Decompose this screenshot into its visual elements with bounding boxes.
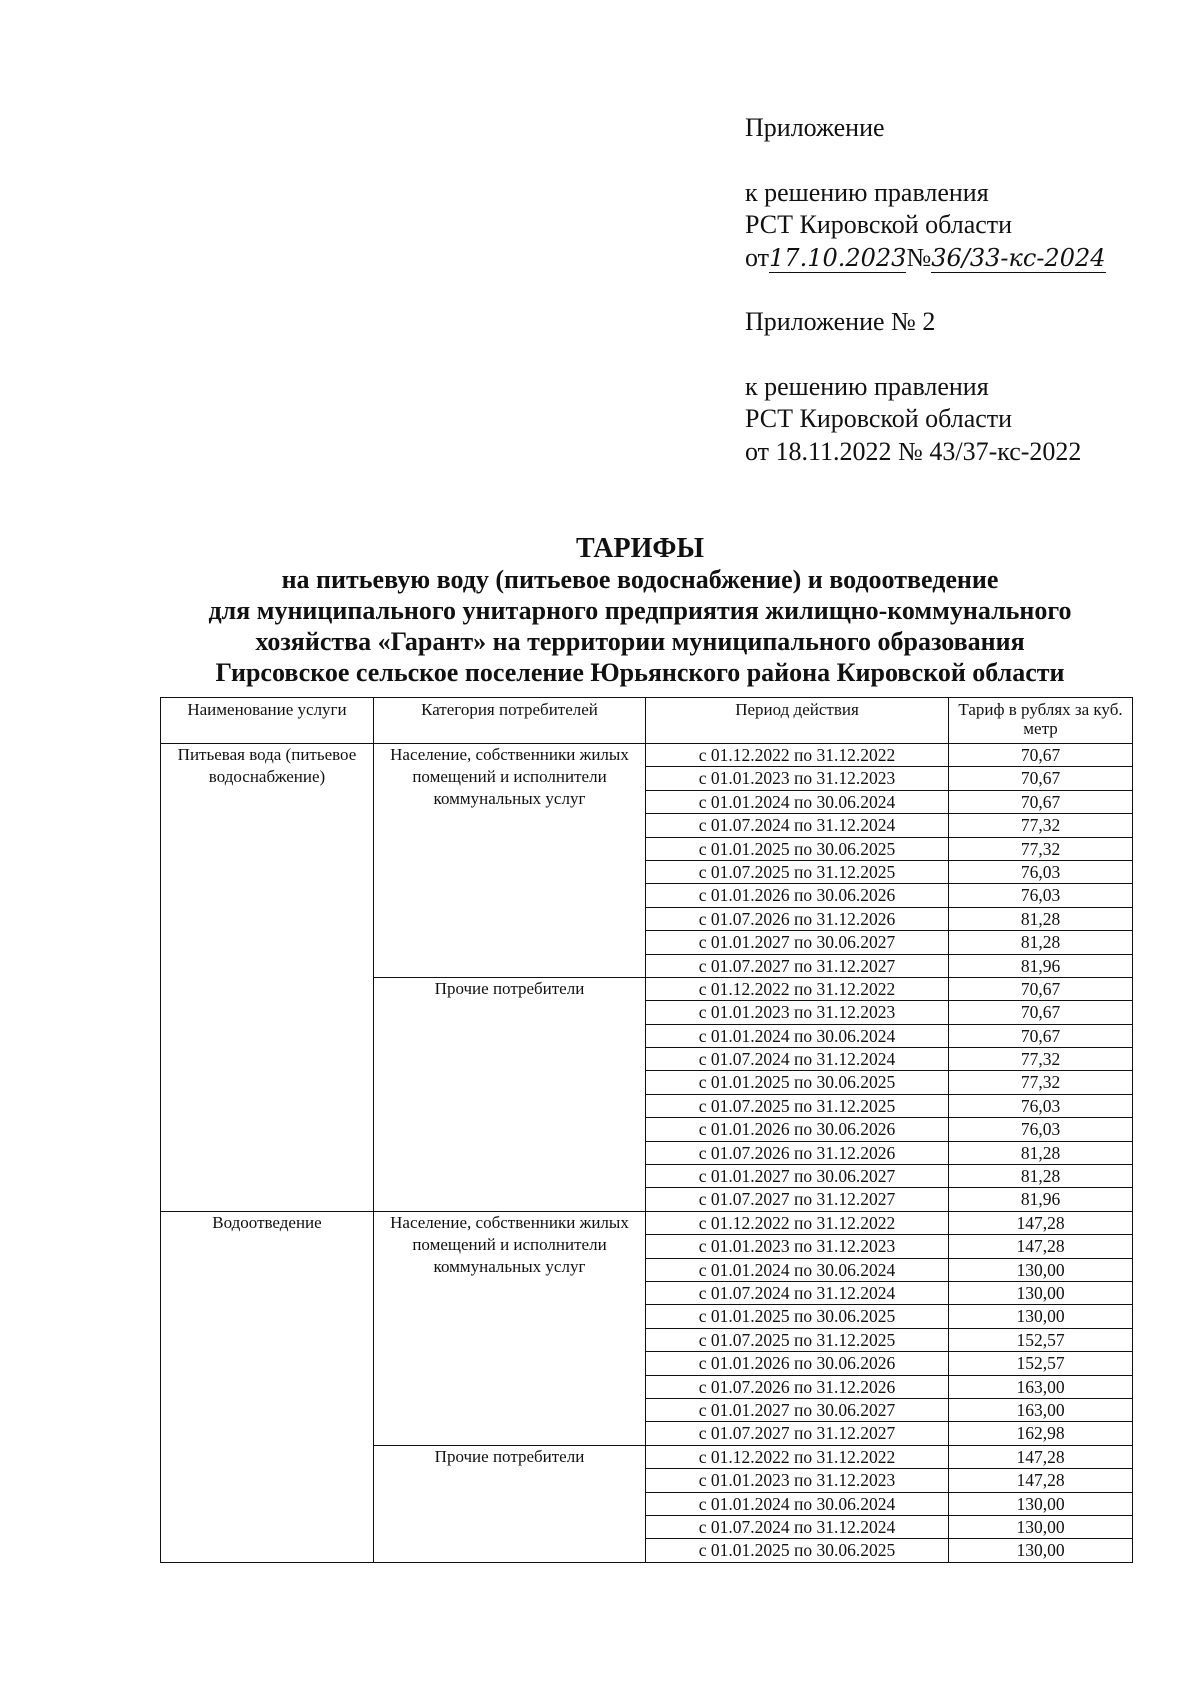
tariff-value-cell: 70,67 xyxy=(949,790,1133,813)
period-cell: с 01.01.2027 по 30.06.2027 xyxy=(646,931,949,954)
tariff-value-cell: 76,03 xyxy=(949,1094,1133,1117)
period-cell: с 01.01.2025 по 30.06.2025 xyxy=(646,1539,949,1562)
tariff-value-cell: 81,96 xyxy=(949,954,1133,977)
document-title xyxy=(150,533,1130,688)
handwritten-date: 17.10.2023 xyxy=(769,243,907,272)
tariff-value-cell: 130,00 xyxy=(949,1305,1133,1328)
category-cell: Население, собственники жилых помещений и исполнители коммунальных услуг xyxy=(374,744,646,978)
decision-ref xyxy=(745,242,1165,275)
tariff-value-cell: 76,03 xyxy=(949,1118,1133,1141)
to-decision-label: к решению правления xyxy=(745,177,989,207)
period-cell: с 01.01.2023 по 31.12.2023 xyxy=(646,1001,949,1024)
period-cell: с 01.01.2025 по 30.06.2025 xyxy=(646,1305,949,1328)
period-cell: с 01.01.2023 по 31.12.2023 xyxy=(646,767,949,790)
tariff-value-cell: 76,03 xyxy=(949,860,1133,883)
title-line-2: на питьевую воду (питьевое водоснабжение) и водоотведение xyxy=(281,565,999,594)
header-service: Наименование услуги xyxy=(161,698,374,744)
tariff-value-cell: 147,28 xyxy=(949,1469,1133,1492)
appendix2-label: Приложение № 2 xyxy=(745,307,936,336)
period-cell: с 01.01.2026 по 30.06.2026 xyxy=(646,1352,949,1375)
tariff-value-cell: 70,67 xyxy=(949,1001,1133,1024)
tariff-value-cell: 130,00 xyxy=(949,1492,1133,1515)
tariff-value-cell: 70,67 xyxy=(949,744,1133,767)
decision2-ref: от 18.11.2022 № 43/37-кс-2022 xyxy=(745,436,1082,466)
period-cell: с 01.07.2027 по 31.12.2027 xyxy=(646,1188,949,1211)
org2-label: РСТ Кировской области xyxy=(745,404,1013,433)
tariff-value-cell: 77,32 xyxy=(949,837,1133,860)
tariff-value-cell: 147,28 xyxy=(949,1445,1133,1468)
org-label: РСТ Кировской области xyxy=(745,210,1013,239)
tariff-value-cell: 76,03 xyxy=(949,884,1133,907)
period-cell: с 01.01.2027 по 30.06.2027 xyxy=(646,1165,949,1188)
tariff-value-cell: 163,00 xyxy=(949,1375,1133,1398)
period-cell: с 01.12.2022 по 31.12.2022 xyxy=(646,1445,949,1468)
title-line-5: Гирсовское сельское поселение Юрьянского района Кировской области xyxy=(215,658,1065,687)
period-cell: с 01.01.2026 по 30.06.2026 xyxy=(646,884,949,907)
header-category: Категория потребителей xyxy=(374,698,646,744)
tariff-value-cell: 77,32 xyxy=(949,1071,1133,1094)
period-cell: с 01.07.2024 по 31.12.2024 xyxy=(646,1515,949,1538)
header-period: Период действия xyxy=(646,698,949,744)
period-cell: с 01.07.2024 по 31.12.2024 xyxy=(646,814,949,837)
tariff-value-cell: 70,67 xyxy=(949,767,1133,790)
tariffs-table xyxy=(160,697,1133,1563)
appendix-header xyxy=(745,112,1165,468)
period-cell: с 01.07.2027 по 31.12.2027 xyxy=(646,1422,949,1445)
tariff-value-cell: 70,67 xyxy=(949,1024,1133,1047)
category-cell: Прочие потребители xyxy=(374,1445,646,1562)
tariff-value-cell: 81,28 xyxy=(949,1141,1133,1164)
period-cell: с 01.01.2023 по 31.12.2023 xyxy=(646,1469,949,1492)
period-cell: с 01.12.2022 по 31.12.2022 xyxy=(646,1211,949,1234)
period-cell: с 01.01.2024 по 30.06.2024 xyxy=(646,1024,949,1047)
tariff-value-cell: 77,32 xyxy=(949,1048,1133,1071)
tariffs-body xyxy=(161,744,1133,1563)
period-cell: с 01.07.2024 по 31.12.2024 xyxy=(646,1048,949,1071)
title-line-1: ТАРИФЫ xyxy=(576,533,704,564)
category-cell: Население, собственники жилых помещений и исполнители коммунальных услуг xyxy=(374,1211,646,1445)
period-cell: с 01.07.2025 по 31.12.2025 xyxy=(646,1094,949,1117)
tariff-value-cell: 130,00 xyxy=(949,1515,1133,1538)
table-header-row xyxy=(161,698,1133,744)
appendix-label: Приложение xyxy=(745,113,885,142)
to-decision2-label: к решению правления xyxy=(745,371,989,401)
tariff-value-cell: 81,28 xyxy=(949,907,1133,930)
tariff-value-cell: 147,28 xyxy=(949,1235,1133,1258)
period-cell: с 01.01.2024 по 30.06.2024 xyxy=(646,1258,949,1281)
tariff-value-cell: 130,00 xyxy=(949,1539,1133,1562)
tariff-value-cell: 130,00 xyxy=(949,1281,1133,1304)
period-cell: с 01.07.2026 по 31.12.2026 xyxy=(646,907,949,930)
tariff-value-cell: 81,96 xyxy=(949,1188,1133,1211)
service-name-cell: Водоотведение xyxy=(161,1211,374,1562)
period-cell: с 01.12.2022 по 31.12.2022 xyxy=(646,744,949,767)
number-prefix: № xyxy=(906,242,932,272)
tariff-value-cell: 163,00 xyxy=(949,1398,1133,1421)
service-name-cell: Питьевая вода (питьевое водоснабжение) xyxy=(161,744,374,1212)
period-cell: с 01.07.2026 по 31.12.2026 xyxy=(646,1141,949,1164)
title-line-3: для муниципального унитарного предприятия жилищно-коммунального xyxy=(208,596,1072,625)
period-cell: с 01.01.2023 по 31.12.2023 xyxy=(646,1235,949,1258)
period-cell: с 01.01.2024 по 30.06.2024 xyxy=(646,1492,949,1515)
period-cell: с 01.01.2027 по 30.06.2027 xyxy=(646,1398,949,1421)
period-cell: с 01.07.2025 по 31.12.2025 xyxy=(646,1328,949,1351)
period-cell: с 01.01.2024 по 30.06.2024 xyxy=(646,790,949,813)
category-cell: Прочие потребители xyxy=(374,977,646,1211)
title-line-4: хозяйства «Гарант» на территории муниципального образования xyxy=(255,627,1025,656)
period-cell: с 01.07.2024 по 31.12.2024 xyxy=(646,1281,949,1304)
handwritten-number: 36/33-кс-2024 xyxy=(931,243,1106,272)
tariff-value-cell: 70,67 xyxy=(949,977,1133,1000)
tariff-value-cell: 81,28 xyxy=(949,931,1133,954)
period-cell: с 01.12.2022 по 31.12.2022 xyxy=(646,977,949,1000)
tariff-value-cell: 77,32 xyxy=(949,814,1133,837)
tariff-value-cell: 152,57 xyxy=(949,1352,1133,1375)
date-prefix: от xyxy=(745,242,770,272)
period-cell: с 01.01.2026 по 30.06.2026 xyxy=(646,1118,949,1141)
tariff-value-cell: 147,28 xyxy=(949,1211,1133,1234)
table-row xyxy=(161,1211,1133,1234)
tariff-value-cell: 81,28 xyxy=(949,1165,1133,1188)
table-row xyxy=(161,744,1133,767)
tariff-value-cell: 162,98 xyxy=(949,1422,1133,1445)
period-cell: с 01.07.2026 по 31.12.2026 xyxy=(646,1375,949,1398)
tariff-value-cell: 152,57 xyxy=(949,1328,1133,1351)
tariff-value-cell: 130,00 xyxy=(949,1258,1133,1281)
period-cell: с 01.01.2025 по 30.06.2025 xyxy=(646,1071,949,1094)
period-cell: с 01.07.2027 по 31.12.2027 xyxy=(646,954,949,977)
period-cell: с 01.07.2025 по 31.12.2025 xyxy=(646,860,949,883)
header-tariff: Тариф в рублях за куб. метр xyxy=(949,698,1133,744)
period-cell: с 01.01.2025 по 30.06.2025 xyxy=(646,837,949,860)
